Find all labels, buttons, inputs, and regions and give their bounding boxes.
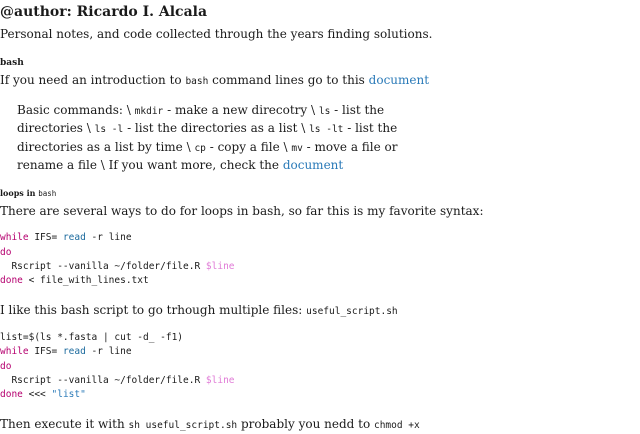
quote-code-cp: cp <box>194 142 206 154</box>
code-text: IFS= <box>28 232 63 244</box>
loops-heading-text: loops in <box>0 188 36 199</box>
code-keyword: do <box>0 360 12 372</box>
bash-intro-code: bash <box>185 76 209 87</box>
code-keyword: done <box>0 389 23 401</box>
execute-code: sh useful_script.sh <box>128 419 238 431</box>
bash-document-link[interactable]: document <box>368 73 430 87</box>
tagline: Personal notes, and code collected through the years finding solutions. <box>0 27 433 41</box>
section-heading-loops <box>0 188 640 199</box>
bash-intro-text: If you need an introduction to <box>0 73 186 87</box>
quote-text: - make a new direcotry \ <box>163 103 319 117</box>
chmod-code: chmod +x <box>373 419 420 431</box>
code-keyword: do <box>0 246 12 258</box>
section-heading-bash: bash <box>0 58 24 68</box>
code-builtin: read <box>62 346 86 358</box>
code-variable: $line <box>205 375 235 387</box>
execute-text-span-2: probably you nedd to <box>237 416 374 431</box>
page-title: @author: Ricardo I. Alcala <box>0 4 208 20</box>
execute-text-span: Then execute it with <box>0 416 129 431</box>
quote-text: - move a file or rename a file \ If you want more, check the <box>17 139 398 172</box>
basic-commands-quote <box>17 102 419 174</box>
quote-text: Basic commands: \ <box>17 103 135 117</box>
multiple-files-code: useful_script.sh <box>306 305 398 317</box>
quote-text: - list the directories as a list by time \ <box>17 121 398 154</box>
quote-text: - list the directories \ <box>17 103 385 136</box>
code-keyword: while <box>0 232 29 244</box>
quote-text: - copy a file \ <box>205 139 292 154</box>
code-text: < file_with_lines.txt <box>22 275 149 287</box>
execute-text <box>0 416 640 434</box>
quote-code-mkdir: mkdir <box>134 106 164 117</box>
quote-code-ls-l: ls -l <box>94 124 124 136</box>
bash-intro-text-2: command lines go to this <box>208 73 369 87</box>
code-block-multiple-files <box>0 331 640 403</box>
code-text: Rscript --vanilla ~/folder/file.R <box>0 261 206 272</box>
code-block-while-loop <box>0 231 640 289</box>
code-string: "list" <box>51 389 86 401</box>
code-keyword: done <box>0 275 23 287</box>
code-text: -r line <box>85 346 132 358</box>
multiple-files-text <box>0 302 640 320</box>
code-keyword: while <box>0 346 29 358</box>
code-text: -r line <box>85 232 132 244</box>
quote-code-mv: mv <box>291 142 303 154</box>
code-variable: $line <box>205 261 235 272</box>
loops-text: There are several ways to do for loops in bash, so far this is my favorite syntax: <box>0 204 484 219</box>
quote-code-ls-lt: ls -lt <box>309 124 344 136</box>
quote-document-link[interactable]: document <box>282 157 344 172</box>
code-text: Rscript --vanilla ~/folder/file.R <box>0 375 206 387</box>
code-text: <<< <box>22 389 52 401</box>
multiple-files-text-span: I like this bash script to go trhough multiple files: <box>0 302 307 317</box>
code-builtin: read <box>62 232 86 244</box>
code-text: list=$(ls *.fasta | cut -d_ -f1) <box>0 331 184 343</box>
quote-text: - list the directories as a list \ <box>123 121 310 136</box>
quote-code-ls: ls <box>318 106 331 117</box>
code-text: IFS= <box>28 346 63 358</box>
loops-heading-code: bash <box>38 189 57 199</box>
bash-intro <box>0 72 640 90</box>
